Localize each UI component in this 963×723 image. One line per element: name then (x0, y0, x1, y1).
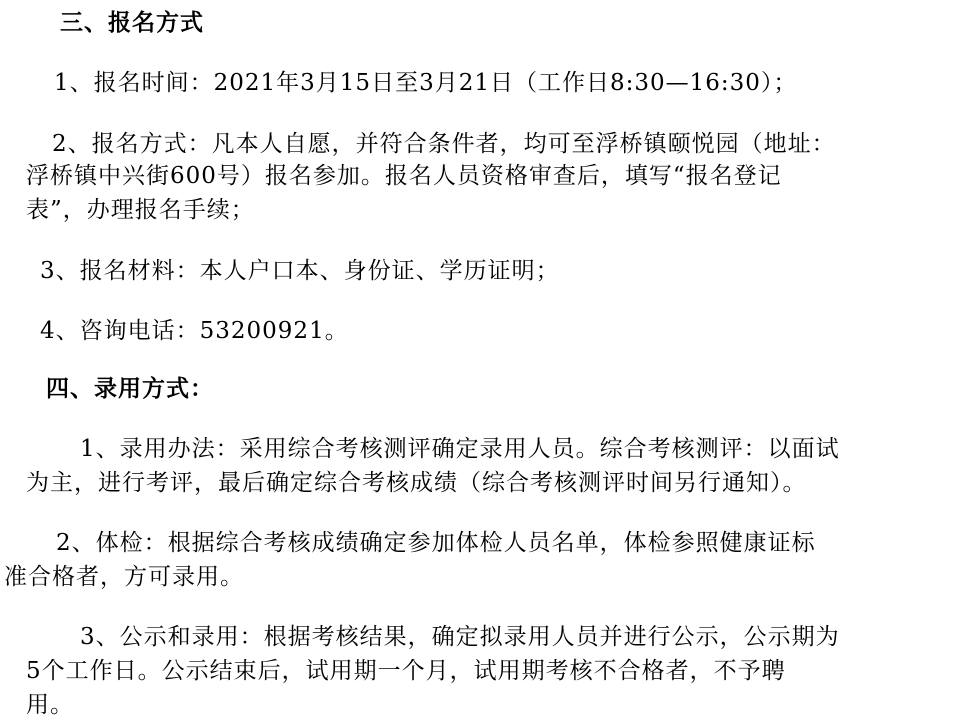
health-check-line-2: 准合格者，方可录用。 (4, 564, 244, 590)
hiring-method-line-1: 1、录用办法：采用综合考核测评确定录用人员。综合考核测评：以面试 (80, 436, 840, 462)
registration-materials: 3、报名材料：本人户口本、身份证、学历证明； (40, 258, 560, 284)
section-4-heading: 四、录用方式： (46, 375, 214, 402)
registration-method-line-3: 表”，办理报名手续； (26, 197, 255, 223)
registration-method-line-2: 浮桥镇中兴街600号）报名参加。报名人员资格审查后，填写“报名登记 (26, 163, 782, 189)
publicity-line-3: 用。 (26, 692, 74, 718)
inquiry-phone: 4、咨询电话：53200921。 (40, 318, 349, 344)
hiring-method-line-2: 为主，进行考评，最后确定综合考核成绩（综合考核测评时间另行通知）。 (26, 470, 807, 496)
health-check-line-1: 2、体检：根据综合考核成绩确定参加体检人员名单，体检参照健康证标 (56, 530, 816, 556)
publicity-line-1: 3、公示和录用：根据考核结果，确定拟录用人员并进行公示，公示期为 (80, 624, 840, 650)
section-3-heading: 三、报名方式 (60, 9, 204, 36)
registration-method-line-1: 2、报名方式：凡本人自愿，并符合条件者，均可至浮桥镇颐悦园（地址： (52, 131, 836, 157)
publicity-line-2: 5个工作日。公示结束后，试用期一个月，试用期考核不合格者，不予聘 (26, 658, 786, 684)
registration-time: 1、报名时间：2021年3月15日至3月21日（工作日8:30—16:30）； (54, 70, 798, 96)
